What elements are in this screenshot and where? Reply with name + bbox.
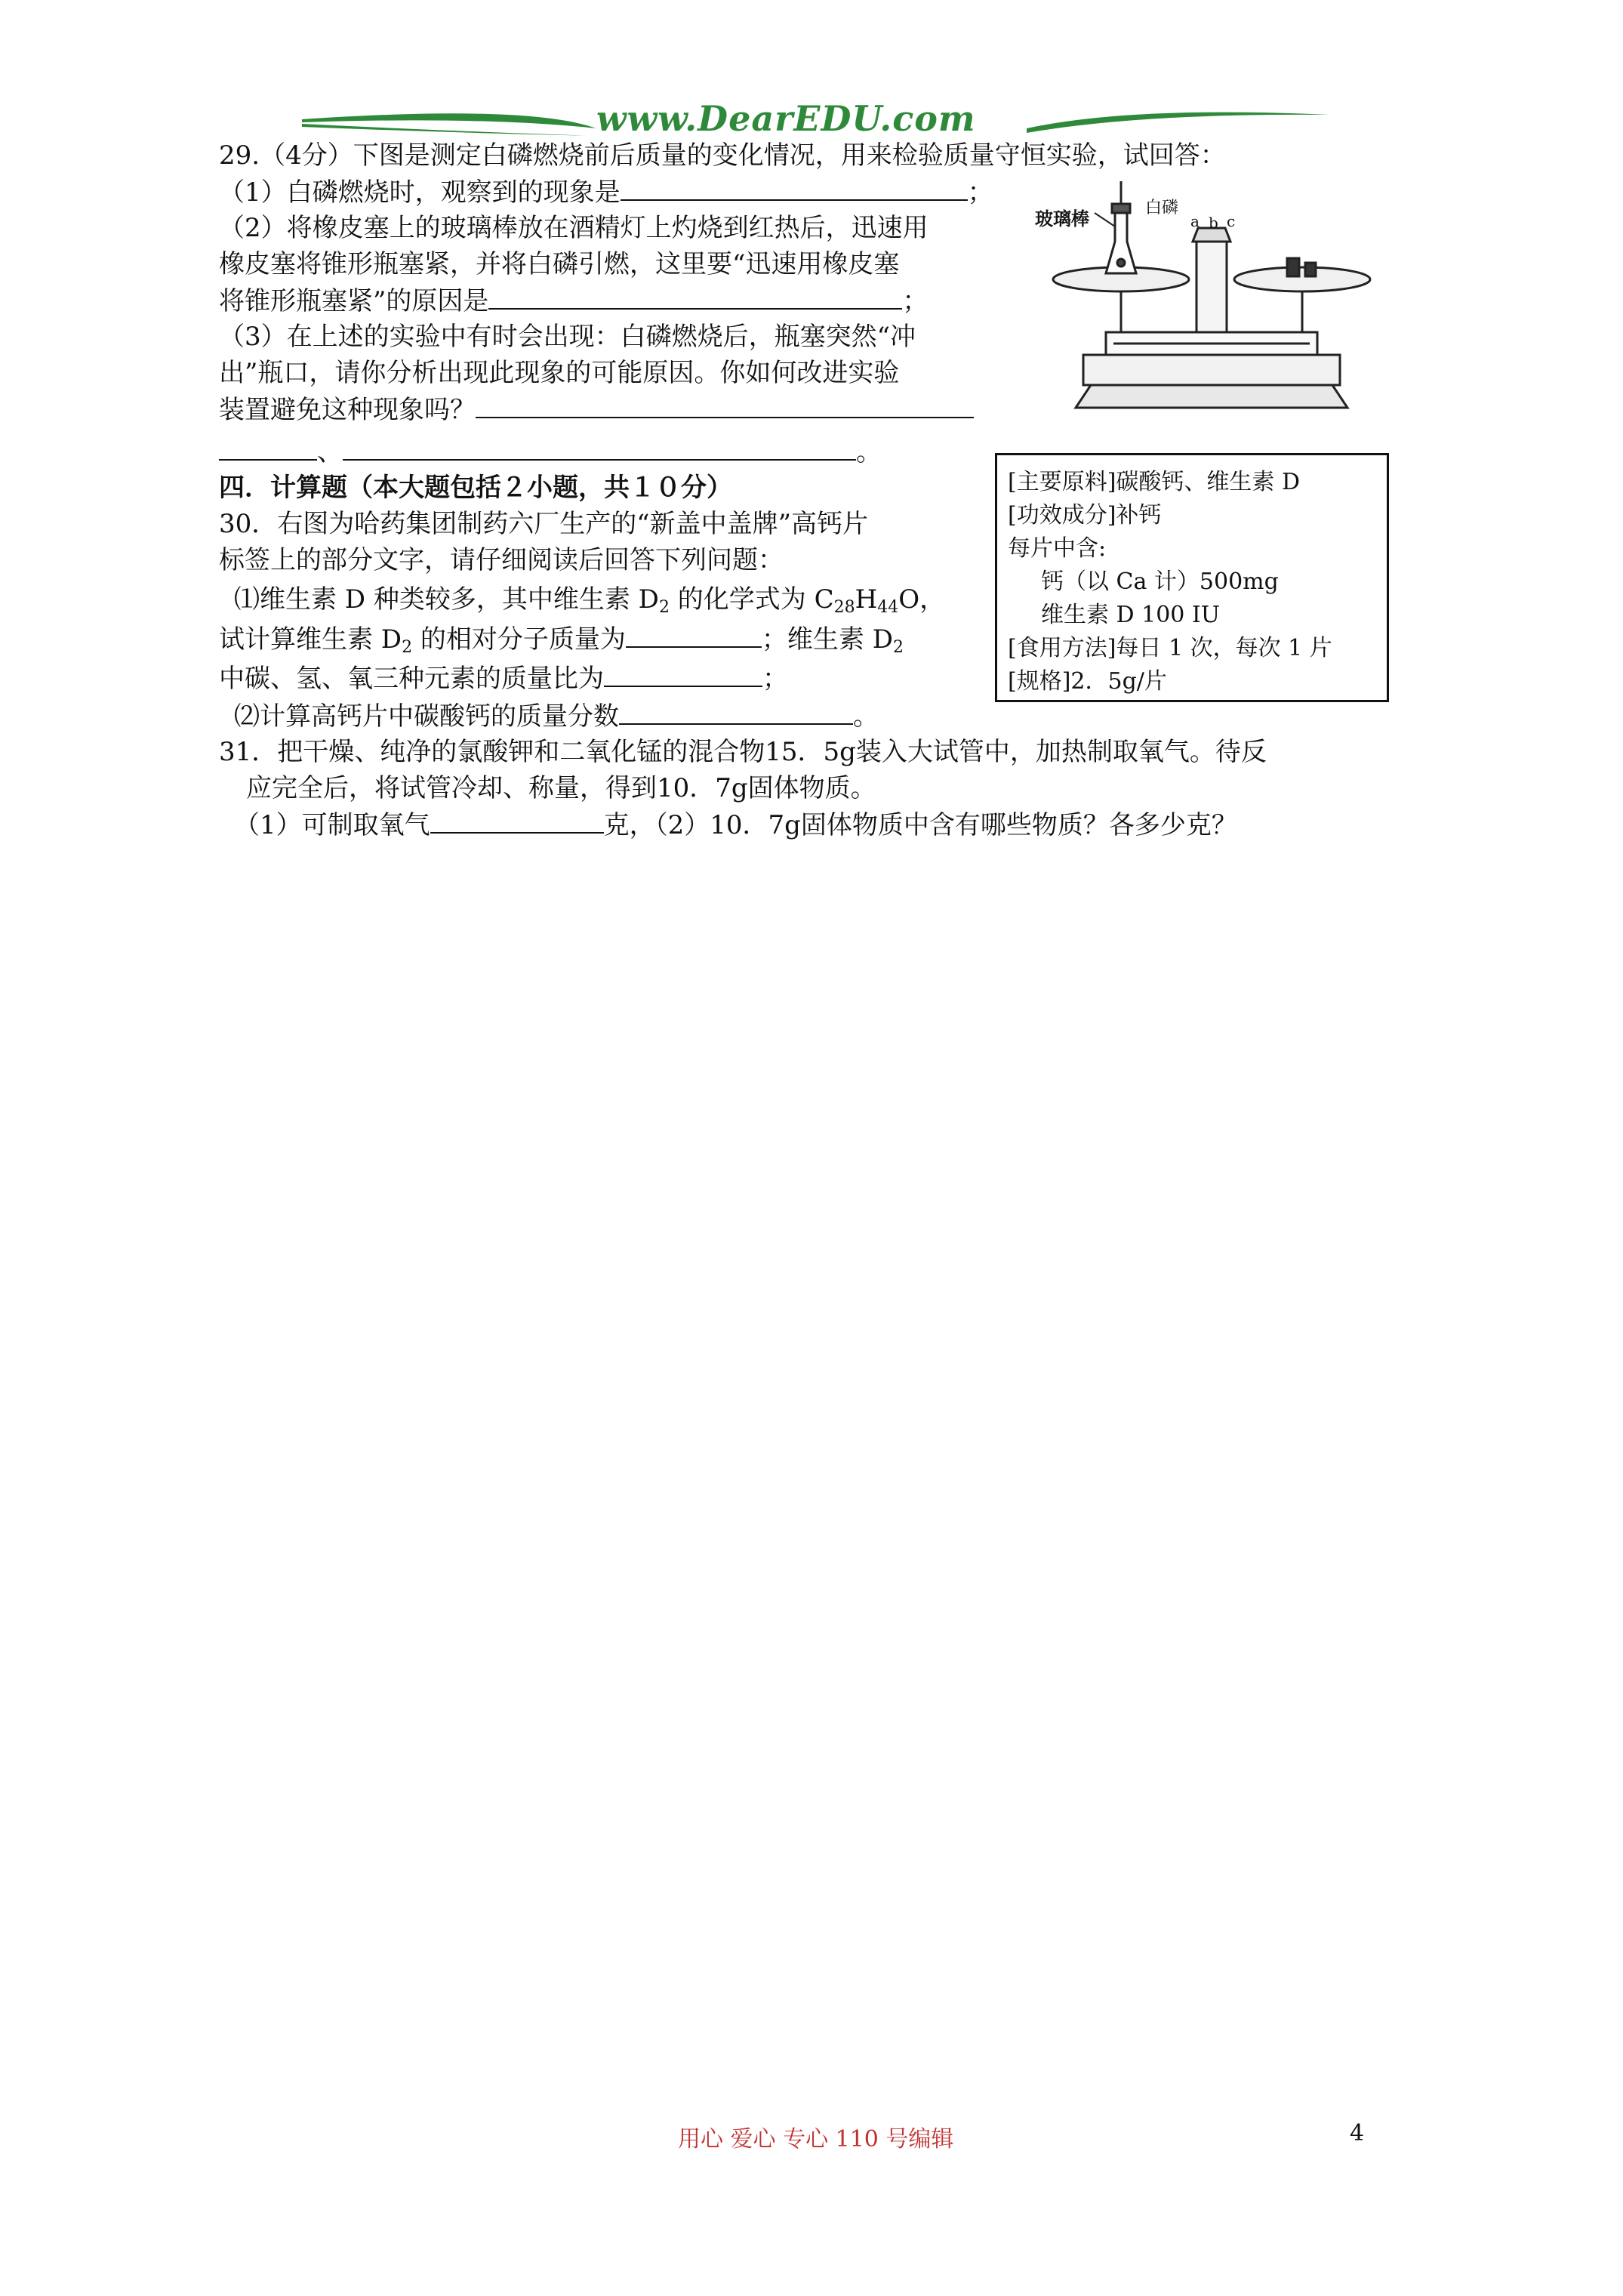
label-row-ingredients: [主要原料]碳酸钙、维生素 D: [1008, 469, 1300, 495]
footer-editor-note: 用心 爱心 专心 110 号编辑: [678, 2126, 954, 2153]
rubber-stopper: [1112, 204, 1130, 213]
q31-blank-1[interactable]: [430, 809, 604, 834]
fig-label-c: c: [1227, 212, 1236, 230]
q29-blank-1[interactable]: [621, 177, 968, 201]
q29-line-4: 橡皮塞将锥形瓶塞紧，并将白磷引燃，这里要“迅速用橡皮塞: [219, 249, 900, 279]
glass-rod-leader: [1095, 213, 1115, 227]
banner-swoosh-left-tail: [302, 124, 596, 136]
q30-line-4: 试计算维生素 $D_2$ 的相对分子质量为 ；维生素 $D_2$: [219, 624, 904, 657]
q31-line-2: 应完全后，将试管冷却、称量，得到10．7g固体物质。: [246, 773, 876, 803]
q30-blank-1[interactable]: [626, 624, 762, 648]
page-number: 4: [1350, 2120, 1365, 2147]
balance-apparatus-figure: [1030, 181, 1393, 423]
label-row-calcium: 钙（以 Ca 计）500mg: [1041, 569, 1279, 595]
label-row-spec: [规格]2．5g/片: [1008, 668, 1167, 695]
fig-label-phosphorus: 白磷: [1145, 199, 1179, 217]
q30-line-3: ⑴维生素 D 种类较多，其中维生素 $D_2$ 的化学式为 $C_{28}H_{44}O$，: [234, 584, 946, 617]
label-row-function: [功效成分]补钙: [1008, 502, 1162, 529]
q30-blank-2[interactable]: [604, 663, 762, 687]
banner-swoosh-right: [1027, 112, 1329, 133]
q30-line-1: 30．右图为哈药集团制药六厂生产的“新盖中盖牌”高钙片: [219, 509, 869, 539]
fig-label-glass-rod: 玻璃棒: [1035, 208, 1089, 230]
q30-blank-3[interactable]: [619, 701, 853, 725]
q29-line-9: 、 。: [219, 436, 882, 467]
weight-2: [1305, 263, 1316, 276]
q29-line-8: 装置避免这种现象吗？: [219, 394, 974, 425]
weight-1: [1287, 258, 1299, 276]
q29-line-2: （1）白磷燃烧时，观察到的现象是 ；: [219, 177, 993, 208]
q29-line-5: 将锥形瓶塞紧”的原因是 ；: [219, 286, 929, 316]
balance-base: [1076, 385, 1347, 408]
label-row-usage: [食用方法]每日 1 次，每次 1 片: [1008, 635, 1332, 661]
q29-blank-3[interactable]: [476, 394, 974, 418]
calcium-tablet-label: [995, 453, 1389, 702]
q29-blank-5[interactable]: [343, 436, 856, 461]
q29-line-1: 29.（4分）下图是测定白磷燃烧前后质量的变化情况，用来检验质量守恒实验，试回答：: [219, 140, 1226, 171]
fig-label-b: b: [1209, 214, 1218, 232]
q30-line-6: ⑵计算高钙片中碳酸钙的质量分数 。: [234, 701, 879, 732]
q29-line-3: （2）将橡皮塞上的玻璃棒放在酒精灯上灼烧到红热后，迅速用: [219, 213, 929, 243]
q29-line-6: （3）在上述的实验中有时会出现：白磷燃烧后，瓶塞突然“冲: [219, 322, 916, 352]
fig-label-a: a: [1190, 212, 1200, 230]
balance-column: [1196, 242, 1227, 332]
site-title: www.DearEDU.com: [596, 98, 976, 139]
label-row-vitamin-d: 维生素 D 100 IU: [1041, 602, 1221, 628]
q30-line-2: 标签上的部分文字，请仔细阅读后回答下列问题：: [219, 545, 784, 575]
q29-line-7: 出”瓶口，请你分析出现此现象的可能原因。你如何改进实验: [219, 358, 900, 388]
phosphorus-dot: [1117, 259, 1125, 267]
section-4-title: 四．计算题（本大题包括２小题，共１０分）: [219, 473, 732, 503]
balance-body: [1083, 355, 1340, 385]
q31-line-3: （1）可制取氧气 克，（2）10．7g固体物质中含有哪些物质？各多少克？: [234, 810, 1237, 840]
q29-blank-2[interactable]: [488, 285, 902, 310]
q29-blank-4[interactable]: [219, 436, 317, 461]
q31-line-1: 31．把干燥、纯净的氯酸钾和二氧化锰的混合物15．5g装入大试管中，加热制取氧气。待反: [219, 737, 1267, 767]
label-row-per-tablet: 每片中含:: [1008, 535, 1107, 562]
q30-line-5: 中碳、氢、氧三种元素的质量比为 ；: [219, 664, 788, 694]
right-pan: [1234, 267, 1370, 291]
